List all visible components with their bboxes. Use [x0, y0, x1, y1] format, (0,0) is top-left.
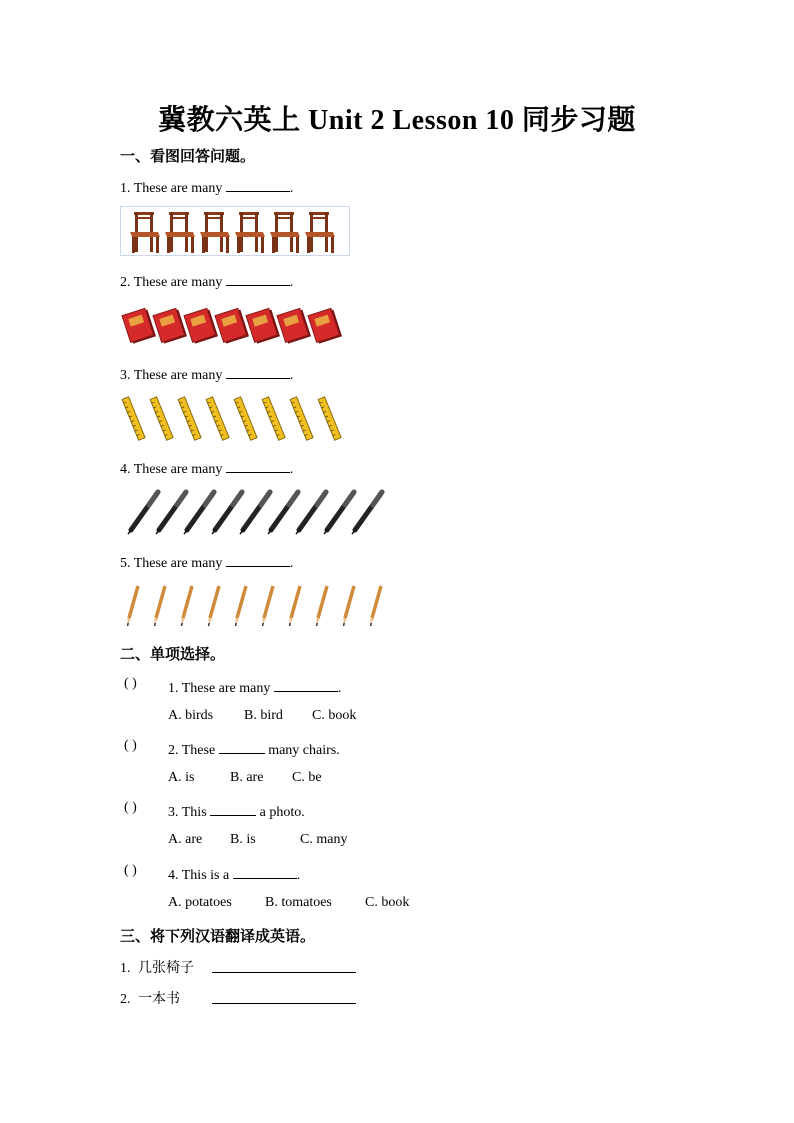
book-icon: [153, 308, 187, 345]
ruler-icon: [234, 397, 257, 440]
pencil-icon: [155, 586, 166, 626]
choice-question-1: 1. These are many .: [168, 677, 341, 697]
choice-question-3: 3. This a photo.: [168, 801, 305, 821]
answer-paren[interactable]: ( ): [124, 676, 137, 691]
translate-item-1: 1. 几张椅子: [120, 960, 194, 976]
book-icon: [215, 308, 249, 345]
pencil-icon: [263, 586, 274, 626]
answer-blank: [219, 739, 265, 754]
question-2: 2. These are many .: [120, 271, 293, 291]
pen-icon: [184, 492, 214, 534]
pen-icon: [268, 492, 298, 534]
pencil-icon: [344, 586, 355, 626]
pencil-icon: [371, 586, 382, 626]
pen-icon: [212, 492, 242, 534]
translate-blank-1[interactable]: [212, 972, 356, 973]
choice-question-2: 2. These many chairs.: [168, 739, 340, 759]
book-icon: [246, 308, 280, 345]
translate-item-2: 2. 一本书: [120, 991, 180, 1007]
option-c[interactable]: C. book: [365, 895, 410, 910]
pencil-icon: [209, 586, 220, 626]
section-1-heading: 一、看图回答问题。: [120, 147, 256, 165]
answer-blank: [233, 864, 297, 879]
option-c[interactable]: C. be: [292, 770, 322, 785]
option-a[interactable]: A. are: [168, 832, 203, 847]
books-picture: [120, 303, 350, 349]
pen-icon: [156, 492, 186, 534]
option-a[interactable]: A. is: [168, 770, 195, 785]
book-icon: [184, 308, 218, 345]
translate-blank-2[interactable]: [212, 1003, 356, 1004]
pencil-icon: [128, 586, 139, 626]
book-icon: [308, 308, 342, 345]
pencil-icon: [290, 586, 301, 626]
question-5: 5. These are many .: [120, 552, 293, 572]
answer-blank[interactable]: [226, 364, 290, 379]
answer-blank: [210, 801, 256, 816]
question-3: 3. These are many .: [120, 364, 293, 384]
pencil-icon: [236, 586, 247, 626]
section-3-heading: 三、将下列汉语翻译成英语。: [120, 927, 316, 945]
ruler-icon: [150, 397, 173, 440]
answer-paren[interactable]: ( ): [124, 738, 137, 753]
answer-blank[interactable]: [226, 552, 290, 567]
ruler-icon: [122, 397, 145, 440]
question-1: 1. These are many .: [120, 177, 293, 197]
ruler-icon: [178, 397, 201, 440]
pen-icon: [324, 492, 354, 534]
rulers-picture: [120, 394, 350, 444]
ruler-icon: [318, 397, 341, 440]
book-icon: [122, 308, 156, 345]
pen-icon: [296, 492, 326, 534]
pencil-icon: [182, 586, 193, 626]
ruler-icon: [206, 397, 229, 440]
option-a[interactable]: A. potatoes: [168, 895, 232, 910]
option-a[interactable]: A. birds: [168, 708, 214, 723]
answer-paren[interactable]: ( ): [124, 863, 137, 878]
option-b[interactable]: B. tomatoes: [265, 895, 332, 910]
pen-icon: [240, 492, 270, 534]
pencil-icon: [317, 586, 328, 626]
option-c[interactable]: C. book: [312, 708, 357, 723]
ruler-icon: [262, 397, 285, 440]
option-b[interactable]: B. are: [230, 770, 264, 785]
ruler-icon: [290, 397, 313, 440]
answer-blank[interactable]: [226, 271, 290, 286]
question-4: 4. These are many .: [120, 458, 293, 478]
answer-blank: [274, 677, 338, 692]
choice-question-4: 4. This is a .: [168, 864, 300, 884]
answer-paren[interactable]: ( ): [124, 800, 137, 815]
option-b[interactable]: B. is: [230, 832, 256, 847]
pen-icon: [128, 492, 158, 534]
answer-blank[interactable]: [226, 177, 290, 192]
pen-icon: [352, 492, 382, 534]
pens-picture: [120, 488, 394, 536]
section-2-heading: 二、单项选择。: [120, 645, 226, 663]
page-title: 冀教六英上 Unit 2 Lesson 10 同步习题: [158, 105, 636, 136]
book-icon: [277, 308, 311, 345]
option-c[interactable]: C. many: [300, 832, 348, 847]
pencils-picture: [120, 582, 390, 630]
option-b[interactable]: B. bird: [244, 708, 283, 723]
answer-blank[interactable]: [226, 458, 290, 473]
chairs-picture: [120, 206, 350, 256]
